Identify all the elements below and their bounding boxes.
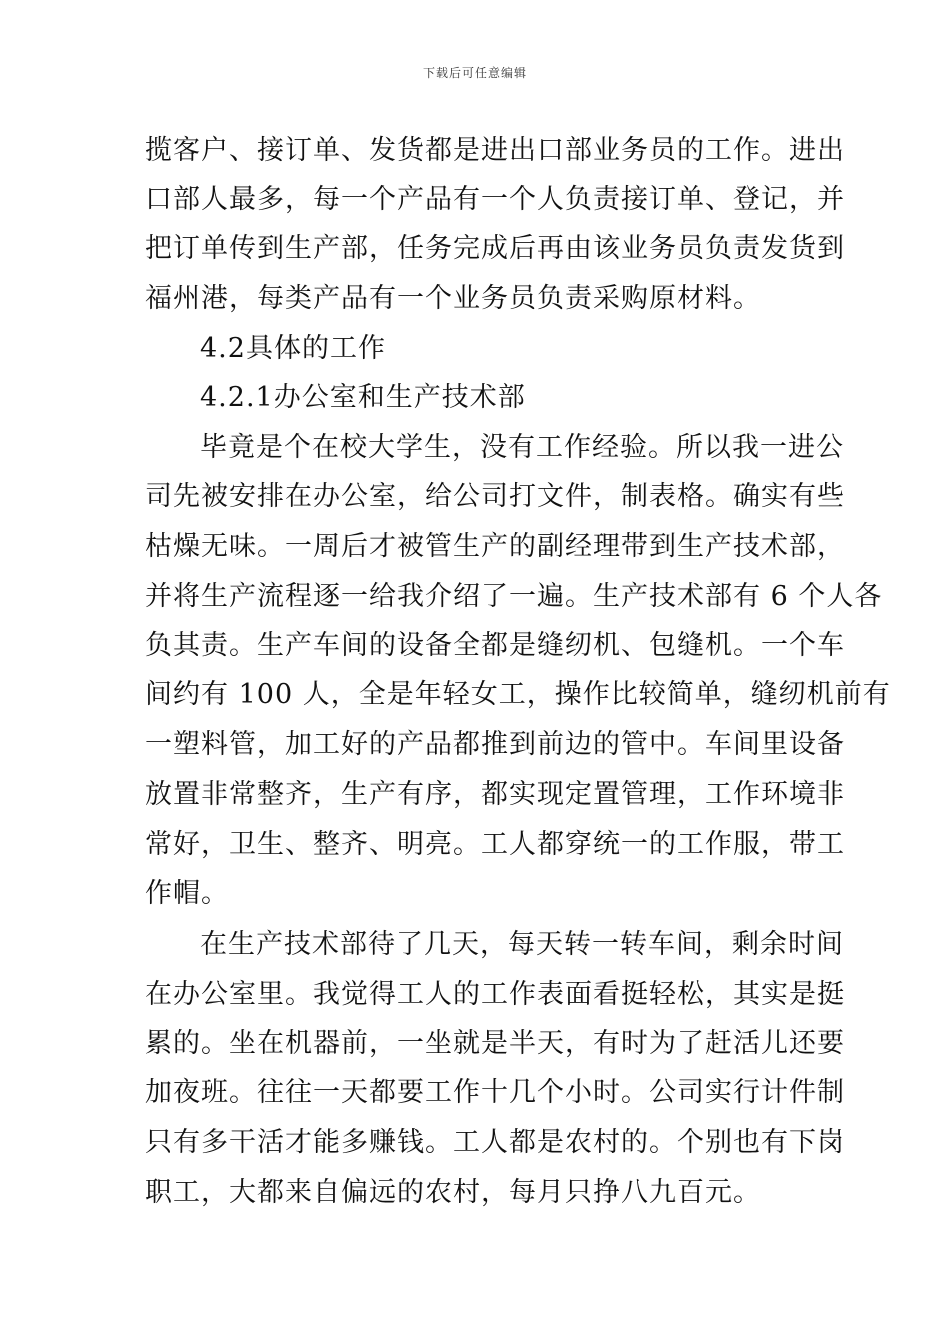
body-line: 间约有 100 人，全是年轻女工，操作比较简单，缝纫机前有 xyxy=(145,679,891,710)
body-line: 司先被安排在办公室，给公司打文件，制表格。确实有些 xyxy=(145,481,845,512)
body-line: 枯燥无味。一周后才被管生产的副经理带到生产技术部， xyxy=(145,531,845,562)
body-line: 福州港，每类产品有一个业务员负责采购原材料。 xyxy=(145,283,761,314)
body-line: 并将生产流程逐一给我介绍了一遍。生产技术部有 6 个人各 xyxy=(145,581,883,612)
body-line: 累的。坐在机器前，一坐就是半天，有时为了赶活儿还要 xyxy=(145,1028,845,1059)
section-heading: 4.2具体的工作 xyxy=(200,333,386,364)
body-line: 加夜班。往往一天都要工作十几个小时。公司实行计件制 xyxy=(145,1077,845,1108)
body-line: 揽客户、接订单、发货都是进出口部业务员的工作。进出 xyxy=(145,135,845,166)
subsection-heading: 4.2.1办公室和生产技术部 xyxy=(200,382,526,413)
body-line: 在生产技术部待了几天，每天转一转车间，剩余时间 xyxy=(200,929,844,960)
body-line: 口部人最多，每一个产品有一个人负责接订单、登记，并 xyxy=(145,184,845,215)
body-line: 在办公室里。我觉得工人的工作表面看挺轻松，其实是挺 xyxy=(145,979,845,1010)
body-line: 只有多干活才能多赚钱。工人都是农村的。个别也有下岗 xyxy=(145,1127,845,1158)
body-line: 作帽。 xyxy=(145,878,229,909)
body-line: 职工，大都来自偏远的农村，每月只挣八九百元。 xyxy=(145,1177,761,1208)
page-header: 下载后可任意编辑 xyxy=(422,66,527,80)
body-line: 把订单传到生产部，任务完成后再由该业务员负责发货到 xyxy=(145,233,845,264)
body-line: 一塑料管，加工好的产品都推到前边的管中。车间里设备 xyxy=(145,729,845,760)
body-line: 负其责。生产车间的设备全都是缝纫机、包缝机。一个车 xyxy=(145,630,845,661)
body-line: 放置非常整齐，生产有序，都实现定置管理，工作环境非 xyxy=(145,779,845,810)
body-line: 常好，卫生、整齐、明亮。工人都穿统一的工作服，带工 xyxy=(145,829,845,860)
body-line: 毕竟是个在校大学生，没有工作经验。所以我一进公 xyxy=(200,432,844,463)
